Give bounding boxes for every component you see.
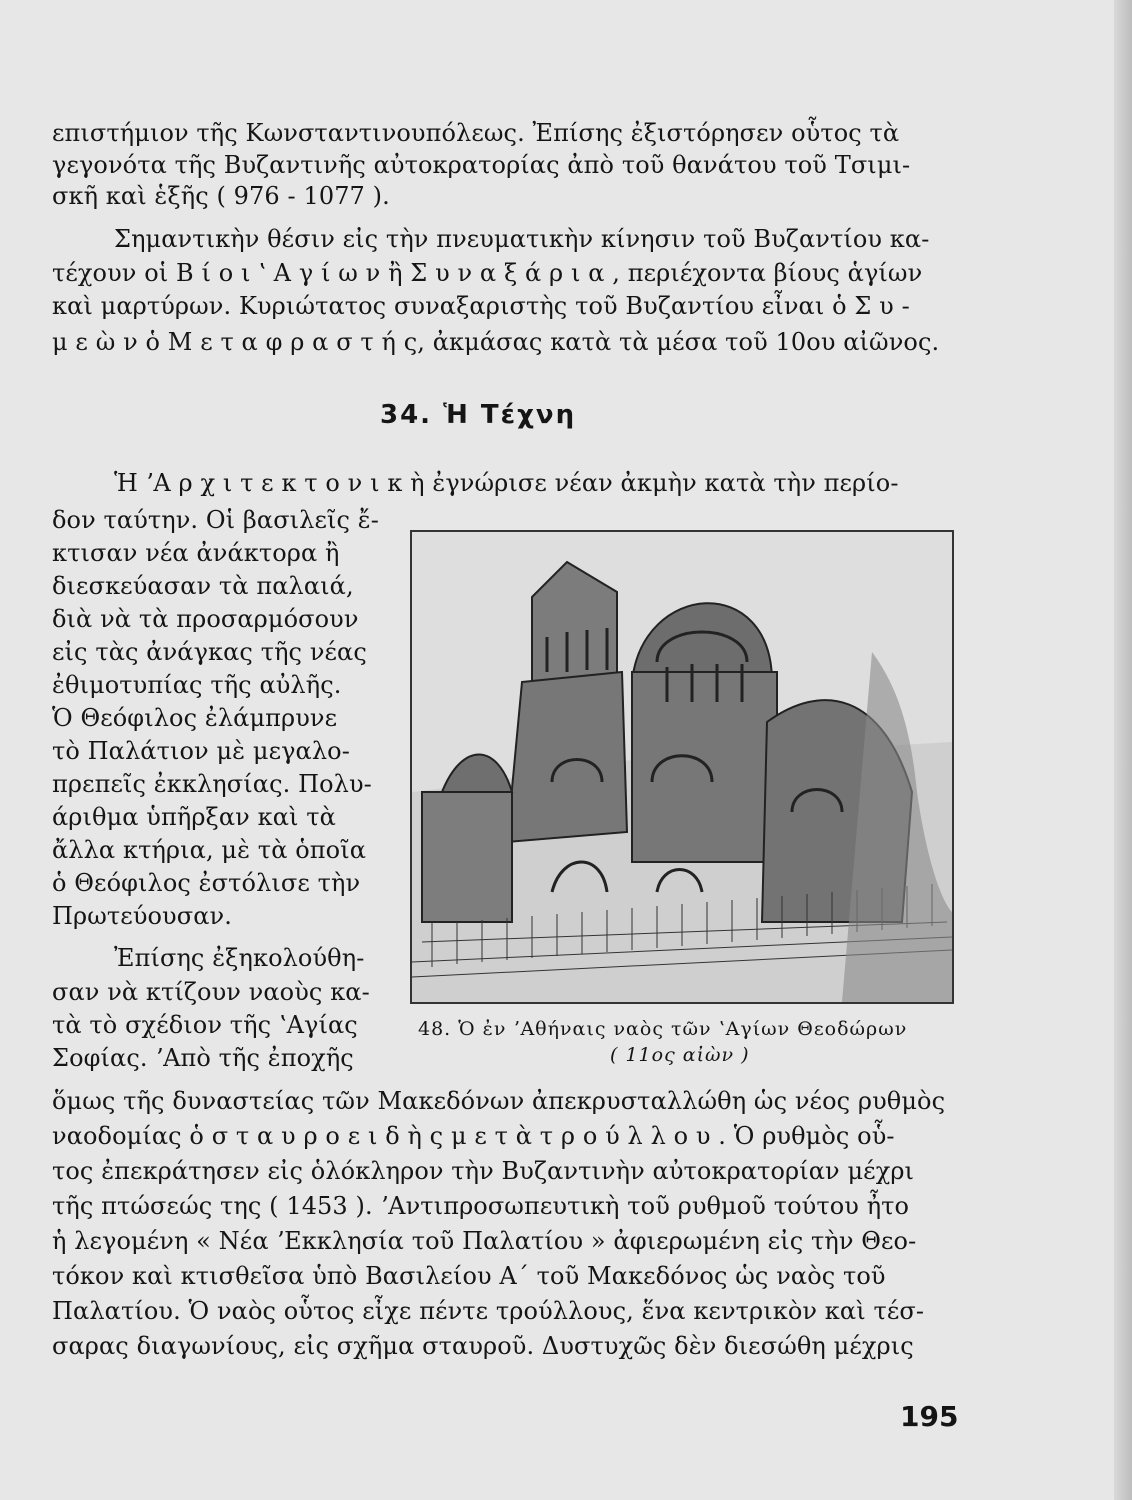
text-line: ὅμως τῆς δυναστείας τῶν Μακεδόνων ἀπεκρυσταλλώθη ὡς νέος ρυθμὸς xyxy=(52,1087,946,1115)
text-line: τῆς πτώσεώς της ( 1453 ). ʼΑντιπροσωπευτικὴ τοῦ ρυθμοῦ τούτου ἦτο xyxy=(52,1192,910,1220)
text-line: άριθμα ὑπῆρξαν καὶ τὰ xyxy=(52,803,336,831)
text-line: σκῆ καὶ ἑξῆς ( 976 - 1077 ). xyxy=(52,182,390,210)
text-line: Παλατίου. Ὁ ναὸς οὗτος εἶχε πέντε τρούλλους, ἕνα κεντρικὸν καὶ τέσ- xyxy=(52,1297,925,1325)
text-line: γεγονότα τῆς Βυζαντινῆς αὐτοκρατορίας ἀπὸ τοῦ θανάτου τοῦ Τσιμι- xyxy=(52,151,911,179)
text-line: ἄλλα κτήρια, μὲ τὰ ὁποῖα xyxy=(52,836,367,864)
text-line: Σημαντικὴν θέσιν εἰς τὴν πνευματικὴν κίνησιν τοῦ Βυζαντίου κα- xyxy=(114,225,930,253)
text-line: εἰς τὰς ἀνάγκας τῆς νέας xyxy=(52,638,367,666)
section-title: 34. Ἡ Τέχνη xyxy=(380,400,577,430)
church-drawing xyxy=(412,532,952,1002)
text-line: ὁ Θεόφιλος ἐστόλισε τὴν xyxy=(52,869,361,897)
figure-caption-date: ( 11ος αἰὼν ) xyxy=(610,1044,750,1066)
text-line: δον ταύτην. Οἱ βασιλεῖς ἔ- xyxy=(52,506,379,534)
text-line: Πρωτεύουσαν. xyxy=(52,902,232,930)
text-line: ἐθιμοτυπίας τῆς αὐλῆς. xyxy=(52,671,342,699)
text-line: τόκον καὶ κτισθεῖσα ὑπὸ Βασιλείου Α΄ τοῦ Μακεδόνος ὡς ναὸς τοῦ xyxy=(52,1262,886,1290)
text-line: τος ἐπεκράτησεν εἰς ὁλόκληρον τὴν Βυζαντινὴν αὐτοκρατορίαν μέχρι xyxy=(52,1157,915,1185)
text-line: τέχουν οἱ Β ί ο ι ʽ Α γ ί ω ν ἢ Σ υ ν α ξ ά ρ ι α , περιέχοντα βίους ἁγίων xyxy=(52,259,923,287)
text-line: Ὁ Θεόφιλος ἐλάμπρυνε xyxy=(52,704,338,732)
text-line: ἡ λεγομένη « Νέα ʼΕκκλησία τοῦ Παλατίου » ἀφιερωμένη εἰς τὴν Θεο- xyxy=(52,1227,917,1255)
text-line: τὸ Παλάτιον μὲ μεγαλο- xyxy=(52,737,350,765)
page-number: 195 xyxy=(900,1400,959,1433)
text-line: κτισαν νέα ἀνάκτορα ἢ xyxy=(52,539,340,567)
text-line: καὶ μαρτύρων. Κυριώτατος συναξαριστὴς τοῦ Βυζαντίου εἶναι ὁ Σ υ - xyxy=(52,292,910,320)
text-line: Ἐπίσης ἐξηκολούθη- xyxy=(114,944,365,972)
text-line: διὰ νὰ τὰ προσαρμόσουν xyxy=(52,605,359,633)
text-line: σαρας διαγωνίους, εἰς σχῆμα σταυροῦ. Δυστυχῶς δὲν διεσώθη μέχρις xyxy=(52,1332,914,1360)
text-line: σαν νὰ κτίζουν ναοὺς κα- xyxy=(52,978,370,1006)
text-line: μ ε ὼ ν ὁ Μ ε τ α φ ρ α σ τ ή ς, ἀκμάσας κατὰ τὰ μέσα τοῦ 10ου αἰῶνος. xyxy=(52,328,940,356)
text-line: τὰ τὸ σχέδιον τῆς ʽΑγίας xyxy=(52,1011,358,1039)
page-edge-shadow xyxy=(1114,0,1132,1500)
text-line: ναοδομίας ὁ σ τ α υ ρ ο ε ι δ ὴ ς μ ε τ ὰ τ ρ ο ύ λ λ ο υ . Ὁ ρυθμὸς οὗ- xyxy=(52,1122,895,1150)
text-line: διεσκεύασαν τὰ παλαιά, xyxy=(52,572,354,600)
church-illustration xyxy=(410,530,954,1004)
text-line: πρεπεῖς ἐκκλησίας. Πολυ- xyxy=(52,770,372,798)
text-line: Σοφίας. ʼΑπὸ τῆς ἐποχῆς xyxy=(52,1044,354,1072)
text-line: Ἡ ʼΑ ρ χ ι τ ε κ τ ο ν ι κ ὴ ἐγνώρισε νέαν ἀκμὴν κατὰ τὴν περίο- xyxy=(114,469,899,497)
figure-caption: 48. Ὁ ἐν ʼΑθήναις ναὸς τῶν ʽΑγίων Θεοδώρων xyxy=(418,1018,908,1040)
text-line: επιστήμιον τῆς Κωνσταντινουπόλεως. Ἐπίσης ἐξιστόρησεν οὗτος τὰ xyxy=(52,119,900,147)
